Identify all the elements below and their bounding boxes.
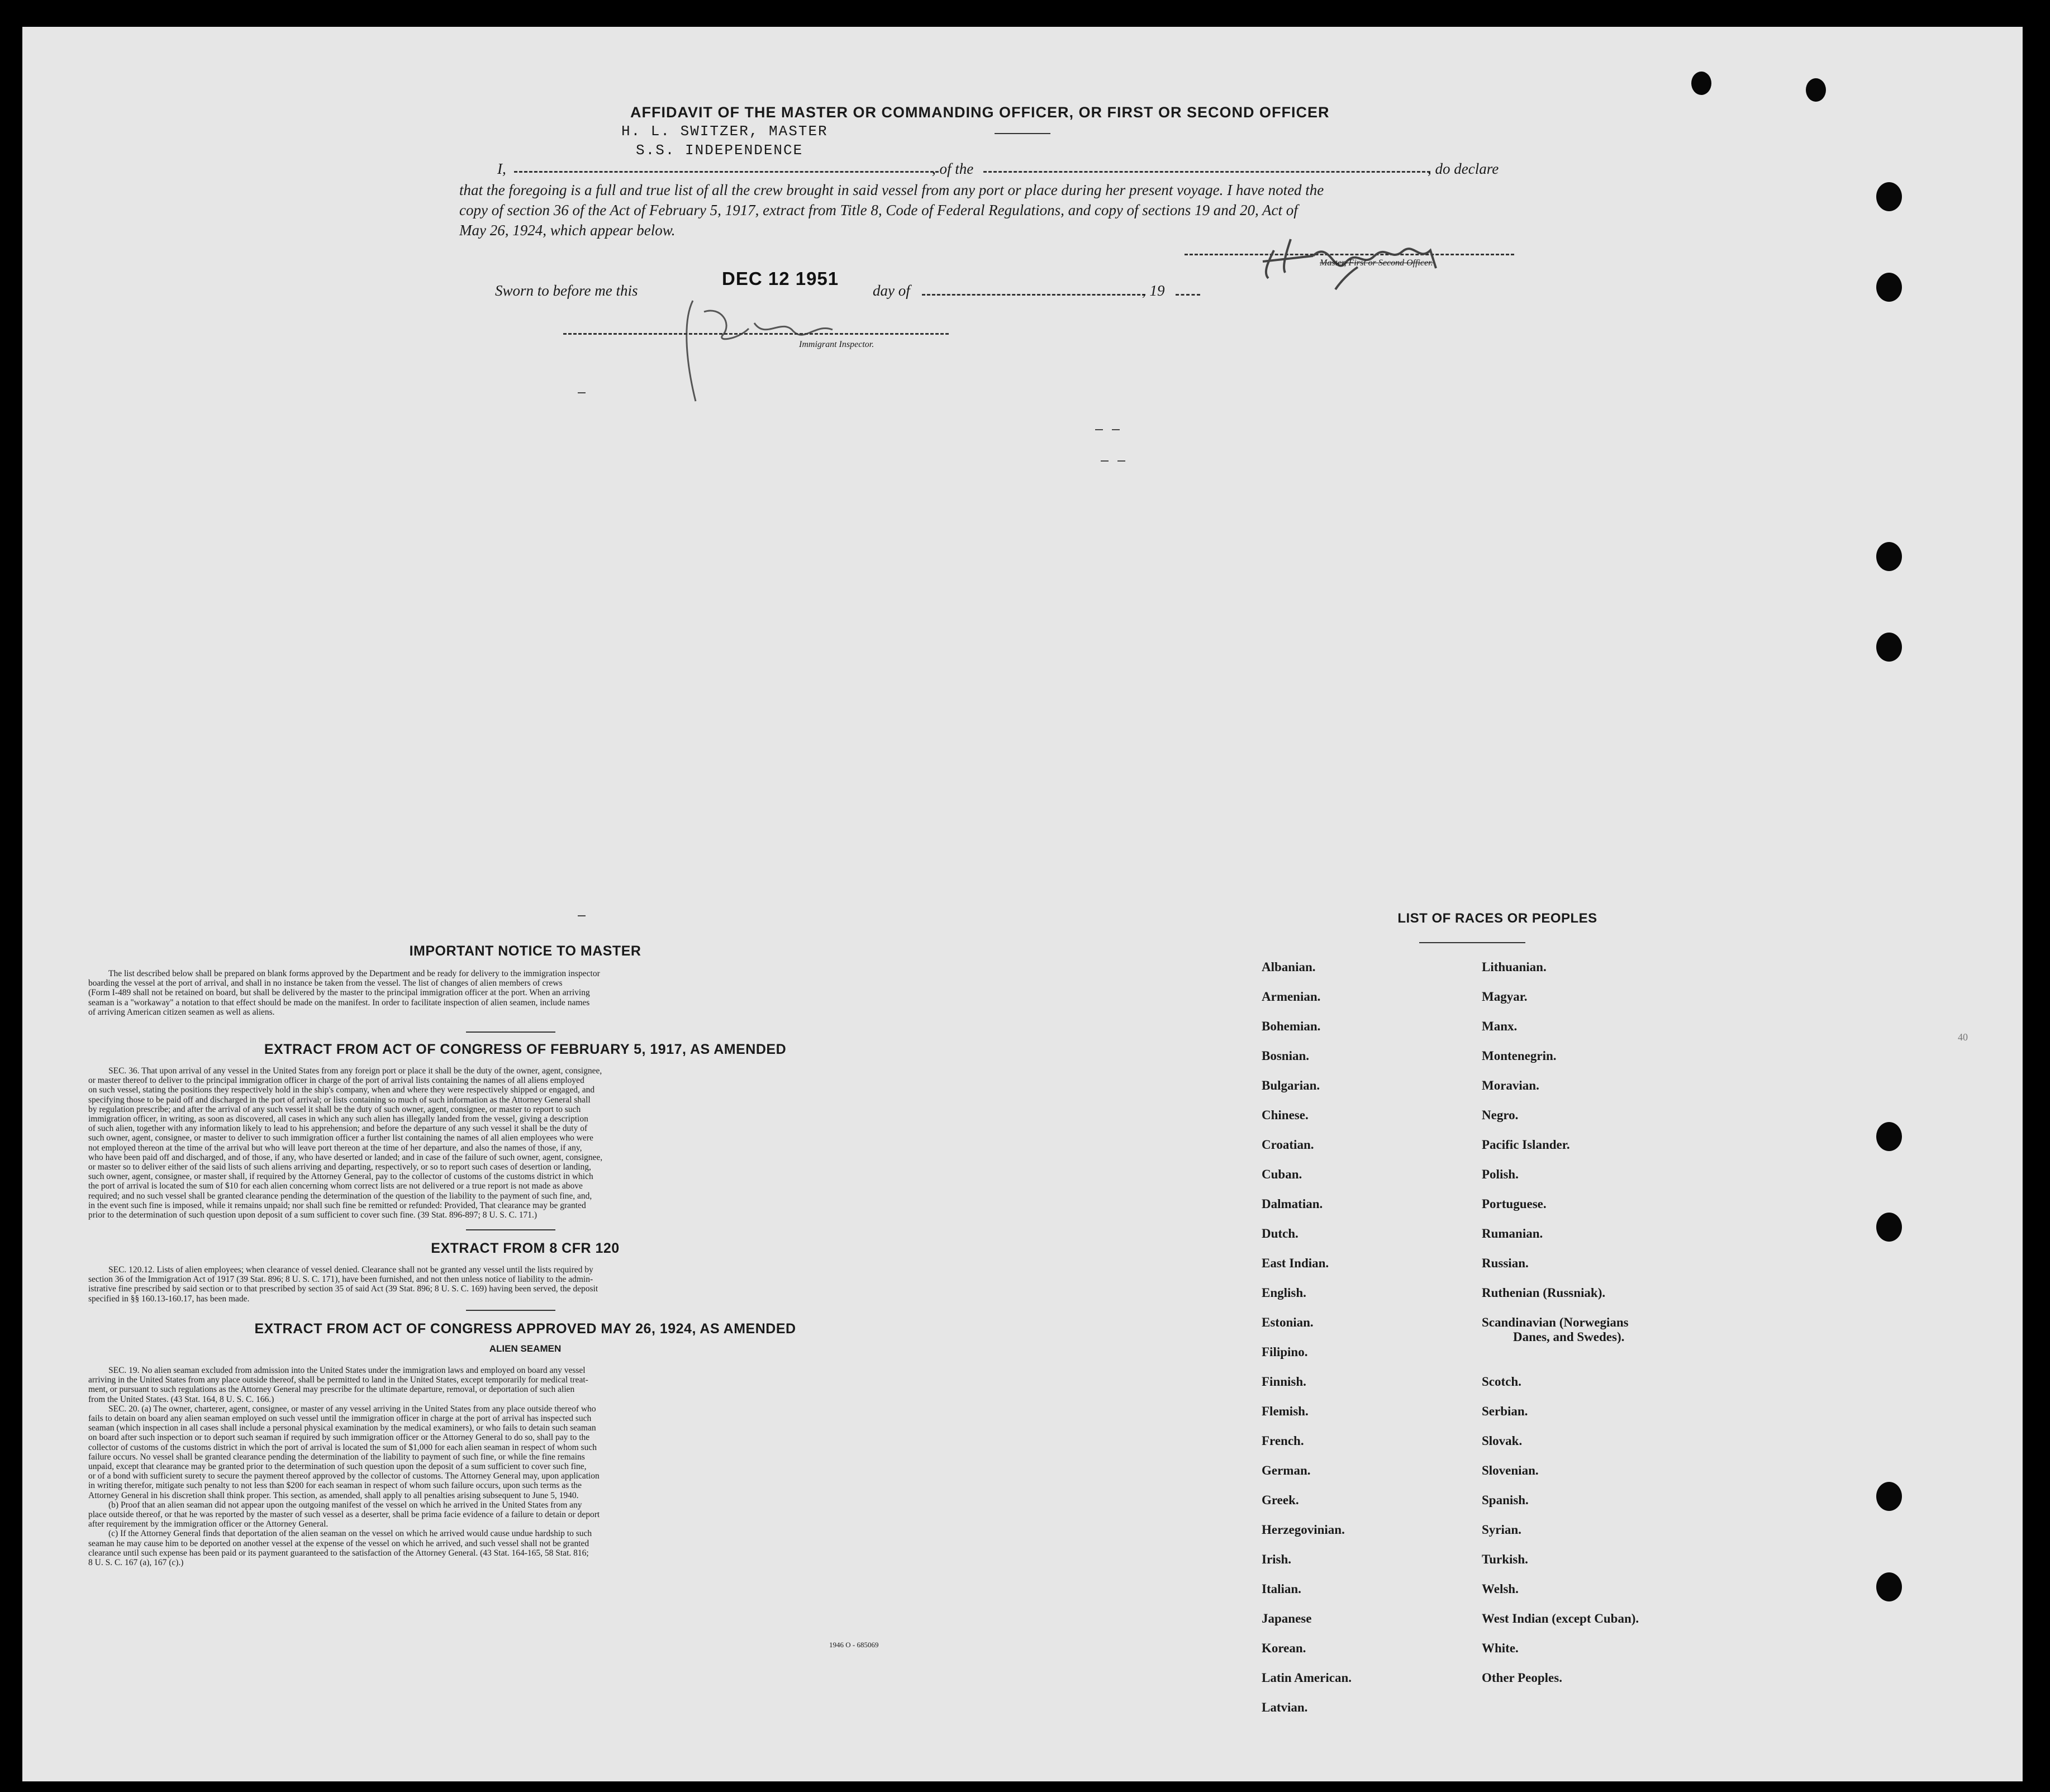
race-item: English. <box>1262 1286 1306 1300</box>
race-item: German. <box>1262 1463 1311 1477</box>
race-item: White. <box>1482 1641 1519 1655</box>
race-item: Irish. <box>1262 1552 1292 1566</box>
race-item: Turkish. <box>1482 1552 1528 1566</box>
declaration-line-2: copy of section 36 of the Act of February 5, 1917, extract from Title 8, Code of Federal Regulations, and copy of sections 19 and 20, Act of <box>459 202 1298 218</box>
year-blank <box>1176 294 1200 296</box>
extract-line: place outside thereof, or that he was reported by the master of such vessel as a deserter, shall be prima facie evidence of a failure to detain or deport <box>88 1510 600 1520</box>
race-item: Flemish. <box>1262 1404 1309 1418</box>
extract-line: SEC. 120.12. Lists of alien employees; when clearance of vessel denied. Clearance shall not be granted any vessel until the lists required by <box>108 1265 593 1275</box>
extract-line: required; and no such vessel shall be granted clearance pending the determination of the question of the liability to the payment of such fine, and, <box>88 1191 592 1201</box>
notice-line: of arriving American citizen seamen as well as aliens. <box>88 1007 275 1017</box>
race-item: Latin American. <box>1262 1671 1352 1685</box>
extract-line: (c) If the Attorney General finds that deportation of the alien seaman on the vessel on which he arrived would cause undue hardship to such <box>108 1529 592 1539</box>
master-signature <box>1252 217 1520 295</box>
name-blank <box>514 171 939 173</box>
extract-cfr-title: EXTRACT FROM 8 CFR 120 <box>431 1240 620 1256</box>
race-item: Filipino. <box>1262 1345 1308 1359</box>
print-code: 1946 O - 685069 <box>829 1641 879 1649</box>
extract-line: on such vessel, stating the positions they respectively hold in the ship's company, when and where they were respectively shipped or engaged, and <box>88 1085 595 1095</box>
punch-hole <box>1876 633 1902 662</box>
race-item: Polish. <box>1482 1167 1519 1181</box>
extract-1917-title: EXTRACT FROM ACT OF CONGRESS OF FEBRUARY 5, 1917, AS AMENDED <box>264 1042 787 1057</box>
of-the-label: , of the <box>932 160 974 177</box>
race-item: Cuban. <box>1262 1167 1302 1181</box>
race-item: Danes, and Swedes). <box>1513 1330 1625 1344</box>
inspector-signature-line <box>563 333 949 335</box>
margin-tick <box>1112 429 1120 430</box>
punch-hole <box>1876 273 1902 302</box>
punch-hole <box>1691 72 1711 95</box>
extract-line: after requirement by the immigration officer or the Attorney General. <box>88 1519 329 1529</box>
sworn-label: Sworn to before me this <box>495 282 638 299</box>
notice-title: IMPORTANT NOTICE TO MASTER <box>409 943 641 959</box>
extract-line: from the United States. (43 Stat. 164, 8 U. S. C. 166.) <box>88 1394 274 1404</box>
notice-line: seaman is a "workaway" a notation to that effect should be made on the manifest. In order to facilitate inspection of alien seamen, include names <box>88 997 590 1007</box>
race-item: Japanese <box>1262 1612 1312 1625</box>
extract-line: arriving in the United States from any place outside thereof, shall be permitted to land in the United States, except temporarily for medical treat- <box>88 1375 588 1385</box>
extract-line: collector of customs of the customs district in which the port of arrival is located the sum of $1,000 for each alien seaman in respect of whom such <box>88 1442 597 1452</box>
extract-line: clearance until such expense has been paid or its payment guaranteed to the satisfaction of the Attorney General. (43 Stat. 164-165, 58 Stat. 816; <box>88 1548 589 1558</box>
extract-1924-body <box>88 1366 926 1567</box>
race-item: Croatian. <box>1262 1138 1314 1152</box>
section-rule <box>466 1032 555 1033</box>
race-item: Welsh. <box>1482 1582 1519 1596</box>
signature-caption: Master, First or Second Officer. <box>1320 258 1433 268</box>
race-item: Portuguese. <box>1482 1197 1547 1211</box>
punch-hole <box>1876 1122 1902 1151</box>
extract-line: failure occurs. No vessel shall be granted clearance pending the determination of the liability to payment of such fine, or while the fine remains <box>88 1452 585 1462</box>
notice-line: boarding the vessel at the port of arrival, and shall in no instance be taken from the vessel. The list of changes of alien members of crews <box>88 978 563 988</box>
race-item: Estonian. <box>1262 1315 1314 1329</box>
race-item: Latvian. <box>1262 1700 1308 1714</box>
race-item: Finnish. <box>1262 1375 1306 1389</box>
extract-line: not employed thereon at the time of the arrival but who will leave port thereon at the time of her departure, and also the names of those, if any, <box>88 1143 582 1153</box>
margin-tick <box>578 392 586 393</box>
race-item: Slovenian. <box>1482 1463 1539 1477</box>
race-item: East Indian. <box>1262 1256 1329 1270</box>
race-item: Albanian. <box>1262 960 1316 974</box>
extract-line: such owner, agent, consignee, or master shall, if required by the Attorney General, pay to the collector of customs of the customs district in which <box>88 1172 593 1182</box>
race-item: Bosnian. <box>1262 1049 1310 1063</box>
punch-hole <box>1806 78 1826 102</box>
declaration-line-3: May 26, 1924, which appear below. <box>459 222 676 239</box>
extract-line: specified in §§ 160.13-160.17, has been made. <box>88 1294 250 1304</box>
race-item: Greek. <box>1262 1493 1299 1507</box>
margin-tick <box>1117 460 1125 462</box>
section-rule <box>466 1229 555 1230</box>
extract-line: Attorney General in his discretion shall think proper. This section, as amended, shall apply to all penalties arising subsequent to June 5, 1940. <box>88 1490 579 1500</box>
section-rule <box>466 1310 555 1311</box>
year-label: , 19 <box>1142 282 1165 299</box>
punch-hole <box>1876 182 1902 211</box>
i-label: I, <box>497 160 506 177</box>
extract-line: SEC. 20. (a) The owner, charterer, agent, consignee, or master of any vessel arriving in the United States from any place outside thereof who <box>108 1404 596 1414</box>
margin-tick <box>1101 460 1109 462</box>
extract-line: ment, or pursuant to such regulations as the Attorney General may prescribe for the ultimate departure, removal, or deportation of such alien <box>88 1385 575 1395</box>
races-column-1 <box>1262 960 1474 1759</box>
typed-master-name: H. L. SWITZER, MASTER <box>621 123 828 140</box>
extract-line: on board after such inspection or to deport such seaman if required by such immigration officer or the Attorney General to do so, shall pay to the <box>88 1433 590 1443</box>
race-item: Spanish. <box>1482 1493 1529 1507</box>
extract-line: the port of arrival is located the sum of $10 for each alien concerning whom correct lists are not delivered or a true report is not made as above <box>88 1181 583 1191</box>
extract-line: in writing therefor, mitigate such penalty to not less than $200 for each seaman in respect of whom such failure occurs, upon such terms as the <box>88 1481 582 1491</box>
race-item: Magyar. <box>1482 990 1528 1004</box>
punch-hole <box>1876 1482 1902 1511</box>
typed-vessel-name: S.S. INDEPENDENCE <box>636 142 803 159</box>
declaration-line-1: that the foregoing is a full and true list of all the crew brought in said vessel from any port or place during her present voyage. I have noted the <box>459 182 1324 198</box>
extract-line: prior to the determination of such question upon deposit of a sum sufficient to cover such fine. (39 Stat. 896-897; 8 U. S. C. 171.) <box>88 1210 538 1220</box>
extract-line: immigration officer, in writing, as soon as discovered, all cases in which any such alien has illegally landed from the vessel, giving a description <box>88 1114 588 1124</box>
race-item: Negro. <box>1482 1108 1519 1122</box>
race-item: Montenegrin. <box>1482 1049 1557 1063</box>
races-title-rule <box>1419 942 1525 943</box>
extract-line: by regulation prescribe; and after the arrival of any such vessel it shall be the duty of such owner, agent, consignee, or master to report to such <box>88 1104 581 1114</box>
extract-line: or master thereof to deliver to the principal immigration officer in charge of the port of arrival lists containing the names of all aliens employed <box>88 1076 584 1086</box>
race-item: Serbian. <box>1482 1404 1528 1418</box>
date-stamp: DEC 12 1951 <box>722 268 839 289</box>
extract-line: seaman he may cause him to be deported on another vessel at the expense of the vessel on which he arrived, and such vessel shall not be granted <box>88 1538 589 1548</box>
race-item: Ruthenian (Russniak). <box>1482 1286 1606 1300</box>
extract-line: specifying those to be paid off and discharged in the port of arrival; or lists containing so much of such information as the Attorney General shall <box>88 1095 591 1105</box>
inspector-caption: Immigrant Inspector. <box>799 340 874 349</box>
race-item: Chinese. <box>1262 1108 1309 1122</box>
margin-tick <box>578 915 586 916</box>
extract-line: (b) Proof that an alien seaman did not appear upon the outgoing manifest of the vessel on which he arrived in the United States from any <box>108 1500 582 1510</box>
race-item: Dalmatian. <box>1262 1197 1323 1211</box>
notice-line: (Form I-489 shall not be retained on board, but shall be delivered by the master to the principal immigration officer at the port. When an arriving <box>88 988 590 998</box>
race-item: Other Peoples. <box>1482 1671 1562 1685</box>
race-item: Pacific Islander. <box>1482 1138 1570 1152</box>
extract-1924-title: EXTRACT FROM ACT OF CONGRESS APPROVED MAY 26, 1924, AS AMENDED <box>254 1321 796 1337</box>
race-item: Korean. <box>1262 1641 1306 1655</box>
extract-line: of such alien, together with any information likely to lead to his apprehension; and before the departure of any such vessel it shall be the duty of <box>88 1124 588 1134</box>
extract-line: SEC. 19. No alien seaman excluded from admission into the United States under the immigration laws and employed on board any vessel <box>108 1366 586 1375</box>
race-item: French. <box>1262 1434 1304 1448</box>
extract-line: or master so to deliver either of the said lists of such aliens arriving and departing, respectively, or so to report such cases of desertion or landing, <box>88 1162 591 1172</box>
month-blank <box>922 294 1145 296</box>
races-column-2 <box>1482 960 1750 1720</box>
day-of-label: day of <box>873 282 910 299</box>
punch-hole <box>1876 542 1902 571</box>
race-item: Bohemian. <box>1262 1019 1321 1033</box>
race-item: Russian. <box>1482 1256 1529 1270</box>
extract-line: section 36 of the Immigration Act of 1917 (39 Stat. 896; 8 U. S. C. 171), have been furnished, and not then unless notice of liability to the admin- <box>88 1275 593 1285</box>
extract-line: such owner, agent, consignee, or master to deliver to such immigration officer a further list containing the names of all alien employees who were <box>88 1133 593 1143</box>
race-item: West Indian (except Cuban). <box>1482 1612 1639 1625</box>
notice-body <box>88 969 926 1017</box>
margin-tick <box>1095 429 1103 430</box>
do-declare-label: , do declare <box>1428 160 1499 177</box>
race-item: Bulgarian. <box>1262 1078 1320 1092</box>
races-title: LIST OF RACES OR PEOPLES <box>1397 911 1597 926</box>
notice-line: The list described below shall be prepared on blank forms approved by the Department and be ready for delivery to the immigration inspector <box>108 969 600 978</box>
title-rule <box>995 133 1050 134</box>
punch-hole <box>1876 1572 1902 1601</box>
race-item: Dutch. <box>1262 1227 1299 1240</box>
race-item: Lithuanian. <box>1482 960 1547 974</box>
extract-line: 8 U. S. C. 167 (a), 167 (c).) <box>88 1558 184 1568</box>
race-item: Italian. <box>1262 1582 1301 1596</box>
extract-line: unpaid, except that clearance may be granted prior to the determination of such question upon the deposit of a sum sufficient to cover such fine, <box>88 1462 587 1472</box>
extract-line: who have been paid off and discharged, and of those, if any, who have deserted or landed; and in case of the failure of such owner, agent, consignee, <box>88 1152 603 1162</box>
extract-1917-body <box>88 1066 926 1220</box>
extract-line: fails to detain on board any alien seaman employed on such vessel until the immigration officer in charge at the port of arrival has inspected such <box>88 1414 592 1424</box>
affidavit-title: AFFIDAVIT OF THE MASTER OR COMMANDING OFFICER, OR FIRST OR SECOND OFFICER <box>630 104 1330 121</box>
margin-note: 40 <box>1958 1032 1968 1043</box>
position-blank <box>983 171 1430 173</box>
extract-cfr-body <box>88 1265 926 1304</box>
extract-line: istrative fine prescribed by said section or to that prescribed by section 35 of said Act (39 Stat. 896; 8 U. S. C. 169) having been served, the deposit <box>88 1284 598 1294</box>
race-item: Scandinavian (Norwegians <box>1482 1315 1629 1329</box>
extract-line: in the event such fine is imposed, while it remains unpaid; nor shall such fine be remitted or refunded: Provided, That clearance may be granted <box>88 1200 586 1210</box>
race-item: Rumanian. <box>1482 1227 1543 1240</box>
race-item: Herzegovinian. <box>1262 1523 1345 1537</box>
extract-line: SEC. 36. That upon arrival of any vessel in the United States from any foreign port or place it shall be the duty of the owner, agent, consignee, <box>108 1066 602 1076</box>
extract-line: seaman (which inspection in all cases shall include a personal physical examination by the medical examiners), or who fails to detain such seaman <box>88 1423 596 1433</box>
punch-hole <box>1876 1213 1902 1242</box>
race-item: Slovak. <box>1482 1434 1523 1448</box>
race-item: Manx. <box>1482 1019 1518 1033</box>
race-item: Syrian. <box>1482 1523 1521 1537</box>
race-item: Armenian. <box>1262 990 1321 1004</box>
document-sheet <box>22 27 2023 1781</box>
extract-1924-subtitle: ALIEN SEAMEN <box>489 1343 562 1354</box>
extract-line: or of a bond with sufficient surety to secure the payment thereof approved by the collector of customs. The Attorney General may, upon application <box>88 1471 600 1481</box>
race-item: Moravian. <box>1482 1078 1539 1092</box>
race-item: Scotch. <box>1482 1375 1521 1389</box>
